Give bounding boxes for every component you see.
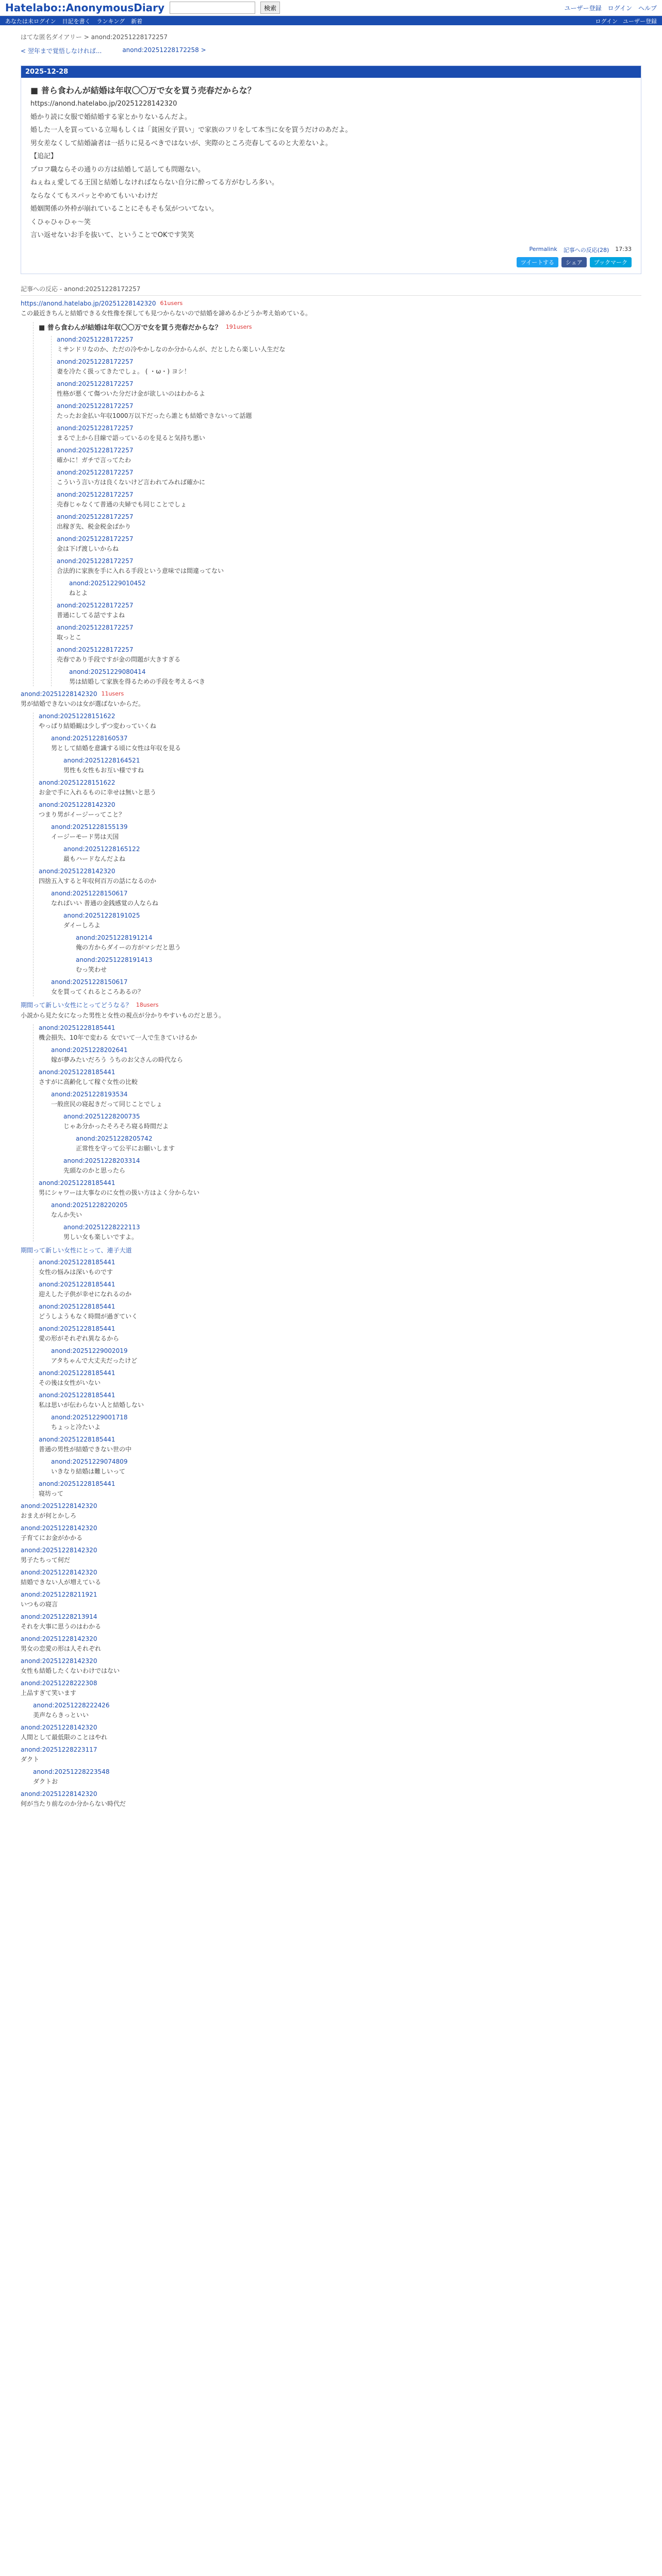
reaction-text: 出稼ぎ先、税金税金ばかり: [57, 522, 131, 530]
reaction-id-link[interactable]: anond:20251228193534: [51, 1090, 128, 1098]
reaction-text: 普通にしてる話ですよね: [57, 611, 125, 619]
reaction-text: 男として結婚を意識する頃に女性は年収を見る: [51, 744, 181, 752]
entry-body: [30, 99, 632, 241]
reaction-item: [21, 1657, 641, 1675]
next-entry-link[interactable]: anond:20251228172258 >: [122, 46, 206, 54]
reaction-item: [39, 868, 641, 886]
reaction-text: なんか失い: [51, 1211, 82, 1218]
reaction-id-link[interactable]: anond:20251228200735: [63, 1112, 140, 1120]
entry-paragraph: くひゃひゃひゃ〜笑: [30, 218, 91, 226]
reaction-text: さすがに高齢化して稼ぐ女性の比較: [39, 1078, 138, 1086]
top-link-login[interactable]: ログイン: [607, 4, 632, 12]
breadcrumb[interactable]: はてな匿名ダイアリー > anond:20251228172257: [21, 33, 168, 41]
reaction-item: [57, 646, 641, 664]
day-date: 2025-12-28: [21, 66, 641, 78]
reaction-item: [39, 1179, 641, 1197]
reaction-id-link[interactable]: anond:20251229001718: [51, 1413, 128, 1421]
share-buttons: [30, 257, 632, 267]
reaction-list: [33, 1024, 641, 1242]
reaction-item: [21, 1746, 641, 1764]
reaction-text: ダクトお: [33, 1777, 58, 1785]
reaction-item: [57, 447, 641, 465]
reaction-item: [21, 1502, 641, 1520]
entry-paragraph: プロフ職ならその通りの方は結婚して話しても問題ない。: [30, 165, 205, 174]
reaction-id-link[interactable]: anond:20251228185441: [39, 1068, 115, 1076]
reaction-root-link[interactable]: 期間って新しい女性にとって、連子大道: [21, 1246, 132, 1254]
reaction-item: [51, 1347, 641, 1365]
reaction-item: [51, 1414, 641, 1432]
reaction-item: [21, 1591, 641, 1609]
entry-time: 17:33: [615, 245, 632, 252]
reaction-id-link[interactable]: anond:20251228185441: [39, 1280, 115, 1288]
reaction-id-link[interactable]: anond:20251228151622: [39, 712, 115, 720]
reaction-id-link[interactable]: anond:20251228185441: [39, 1435, 115, 1443]
reaction-text: 普通の男性が結婚できない世の中: [39, 1445, 132, 1453]
reaction-item: [21, 1680, 641, 1698]
reaction-item: [57, 425, 641, 443]
reaction-text: 人間として最低限のことはやれ: [21, 1733, 108, 1741]
reaction-list: [21, 1502, 641, 1808]
reaction-item: [57, 535, 641, 553]
top-links: [565, 4, 657, 12]
reaction-root-link[interactable]: anond:20251228142320: [21, 690, 97, 698]
reaction-item: [51, 1091, 641, 1109]
reaction-id-link[interactable]: anond:20251228172257: [57, 446, 134, 454]
reaction-text: イージーモード男は天国: [51, 833, 119, 840]
reaction-id-link[interactable]: anond:20251228142320: [21, 1524, 97, 1532]
reaction-item: [51, 823, 641, 841]
reaction-item: [39, 1480, 641, 1498]
reaction-item: [39, 1436, 641, 1454]
reaction-id-link[interactable]: anond:20251228142320: [21, 1568, 97, 1576]
reaction-id-link[interactable]: anond:20251229080414: [69, 668, 146, 675]
reaction-item: [39, 779, 641, 797]
reaction-id-link[interactable]: anond:20251228172257: [57, 646, 134, 653]
reaction-id-link[interactable]: anond:20251228172257: [57, 513, 134, 520]
reaction-id-link[interactable]: anond:20251228172257: [57, 601, 134, 609]
reaction-item: [33, 1702, 641, 1720]
reaction-list: [33, 1259, 641, 1498]
reaction-text: 迎えした子供が幸せになれるのか: [39, 1290, 132, 1298]
reaction-text: ミサンドリなのか、ただの冷やかしなのか分からんが、だとしたら楽しい人生だな: [57, 345, 286, 353]
reaction-text: 男は結婚して家族を得るための手段を考えるべき: [69, 677, 206, 685]
facebook-share-button[interactable]: シェア: [561, 257, 587, 267]
users-badge[interactable]: 191users: [225, 323, 252, 330]
reaction-id-link[interactable]: anond:20251228172257: [57, 535, 134, 543]
reaction-id-link[interactable]: anond:20251228191413: [76, 956, 153, 963]
reaction-id-link[interactable]: anond:20251228185441: [39, 1325, 115, 1332]
sub-link-signup[interactable]: ユーザー登録: [623, 18, 657, 25]
reaction-item: [57, 358, 641, 376]
permalink[interactable]: Permalink: [529, 245, 557, 252]
reaction-text: 嫁が夢みたいだろう うちのお父さんの時代なら: [51, 1056, 183, 1063]
login-status: あなたは未ログイン: [5, 18, 56, 25]
reaction-text: 売春であり手段ですが金の問題が大きすぎる: [57, 655, 181, 663]
reaction-item: [63, 757, 641, 775]
reaction-text: 男性も女性もお互い様ですね: [63, 766, 144, 774]
reaction-text: こういう言い方は良くないけど言われてみれば確かに: [57, 478, 206, 486]
reaction-text: 妻を冷たく扱ってきたでしょ。 ( ・ω・) ヨシ！: [57, 367, 190, 375]
reaction-item: [76, 934, 641, 952]
reaction-item: [51, 890, 641, 908]
reaction-id-link[interactable]: anond:20251228155139: [51, 823, 128, 831]
reaction-item: [51, 735, 641, 753]
reaction-text: 合法的に家族を手に入れる手段という意味では間違ってない: [57, 567, 224, 574]
entry-paragraph: ねぇねぇ愛してる王国と結婚しなければならない自分に酔ってる方がむしろ多い。: [30, 179, 279, 187]
reaction-list: [33, 713, 641, 996]
reaction-id-link[interactable]: anond:20251228185441: [39, 1302, 115, 1310]
sub-link-login[interactable]: ログイン: [595, 18, 618, 25]
reaction-list: [51, 336, 641, 686]
reaction-id-link[interactable]: anond:20251228142320: [21, 1723, 97, 1731]
reaction-item: [21, 1613, 641, 1631]
reaction-item: [39, 1392, 641, 1410]
reaction-text: 金は下げ渡しいからね: [57, 545, 119, 552]
reaction-id-link[interactable]: anond:20251228220205: [51, 1201, 128, 1209]
reaction-text: じゃあ分かったそろそろ寝る時間だよ: [63, 1122, 169, 1130]
reaction-root-link[interactable]: 期間って新しい女性にとってどうなる？: [21, 1001, 132, 1009]
reaction-item: [51, 1458, 641, 1476]
reaction-item: [51, 978, 641, 996]
reaction-text: 取っとこ: [57, 633, 82, 641]
reaction-text: 女性の悩みは深いものです: [39, 1268, 113, 1276]
tweet-button[interactable]: ツイートする: [517, 257, 558, 267]
reaction-id-link[interactable]: anond:20251228222308: [21, 1679, 97, 1687]
reaction-text: いつもの寝言: [21, 1600, 58, 1608]
users-badge[interactable]: 11users: [101, 690, 124, 697]
reaction-text: 確かに！ガチで言ってたわ: [57, 456, 131, 464]
entry-paragraph: 婚姻関係の外枠が崩れていることにそもそも気がついてない。: [30, 205, 219, 213]
reaction-item: [57, 557, 641, 575]
reaction-text: 美声ならきっといい: [33, 1711, 89, 1719]
reaction-id-link[interactable]: anond:20251228211921: [21, 1590, 97, 1598]
reaction-text: 男しい女も楽しいですよ。: [63, 1233, 138, 1241]
reaction-item: [21, 1524, 641, 1543]
reaction-root-text: 小説から見た女になった男性と女性の視点が分かりやすいものだと思う。: [21, 1011, 225, 1019]
site-logo[interactable]: Hatelabo::AnonymousDiary: [5, 2, 165, 14]
entry-nav: [21, 46, 641, 55]
reaction-item: [63, 912, 641, 930]
reaction-id-link[interactable]: anond:20251228165122: [63, 845, 140, 853]
reaction-text: 先頭なのかと思ったら: [63, 1166, 126, 1174]
reaction-text: 女を買ってくれるところあるの？: [51, 988, 144, 995]
prev-entry-link[interactable]: < 翌年まで覚悟しなければ...: [21, 47, 102, 55]
reaction-text: 愛の形がそれぞれ異なるから: [39, 1334, 120, 1342]
reaction-item: [63, 845, 641, 863]
reaction-id-link[interactable]: anond:20251228150617: [51, 889, 128, 897]
reaction-tree: [21, 300, 641, 1808]
day-section: [21, 65, 641, 274]
reaction-id-link[interactable]: anond:20251229074809: [51, 1458, 128, 1465]
reaction-id-link[interactable]: anond:20251228172257: [57, 557, 134, 565]
reaction-id-link[interactable]: anond:20251228203314: [63, 1157, 140, 1164]
reaction-id-link[interactable]: anond:20251228142320: [21, 1502, 97, 1510]
reaction-text: つまり男がイージーってこと？: [39, 810, 125, 818]
reaction-item: [39, 1281, 641, 1299]
reaction-item: [33, 1768, 641, 1786]
users-badge[interactable]: 18users: [136, 1001, 159, 1008]
reaction-text: その後は女性がいない: [39, 1379, 101, 1386]
search-input[interactable]: [170, 2, 255, 14]
reaction-item: [51, 1046, 641, 1064]
reaction-item: [39, 1325, 641, 1343]
reaction-id-link[interactable]: anond:20251228202641: [51, 1046, 128, 1054]
reaction-item: [69, 580, 641, 598]
reaction-root-text: この最近きちんと結婚できる女性像を探しても見つからないので結婚を諦めるかどうか考え始めている。: [21, 309, 312, 317]
reaction-id-link[interactable]: anond:20251228172257: [57, 402, 134, 410]
reaction-item: [76, 956, 641, 974]
reaction-text: ダイーしろよ: [63, 921, 101, 929]
reaction-item: [57, 380, 641, 398]
reaction-id-link[interactable]: anond:20251228142320: [21, 1635, 97, 1642]
reaction-item: [21, 1790, 641, 1808]
sub-link-new[interactable]: 新着: [131, 18, 143, 25]
reaction-id-link[interactable]: anond:20251228172257: [57, 424, 134, 432]
reaction-text: お金で手に入れるものに幸せは無いと思う: [39, 788, 157, 796]
reaction-item: [57, 624, 641, 642]
reaction-text: いきなり結婚は難しいって: [51, 1467, 126, 1475]
reaction-root: [21, 1246, 641, 1498]
reactions-link[interactable]: 記事への反応(28): [563, 246, 609, 253]
reaction-root: [21, 300, 641, 686]
reaction-id-link[interactable]: anond:20251228185441: [39, 1179, 115, 1187]
reaction-id-link[interactable]: anond:20251228222426: [33, 1701, 110, 1709]
entry-paragraph: 婚した一人を買っている立場もしくは「貧困女子買い」で家族のフリをして本当に女を買うだけのあだよ。: [30, 126, 352, 134]
entry-title-row: [30, 84, 632, 96]
reaction-item: [57, 469, 641, 487]
reaction-text: 男にシャワーは大事なのに女性の扱い方はよく分からない: [39, 1189, 200, 1196]
reaction-id-link[interactable]: anond:20251228213914: [21, 1613, 97, 1620]
reaction-text: 男子たちって何だ: [21, 1556, 71, 1564]
reaction-item: [57, 602, 641, 620]
entry-paragraph: 男女差なくして結婚論者は一括りに見るべきではないが、実際のところ売春してるのと大差ないよ。: [30, 139, 333, 147]
entry-paragraph: 言い返せないお手を抜いて、ということでOKです笑笑: [30, 231, 194, 239]
reaction-root: [21, 690, 641, 996]
search-button[interactable]: 検索: [260, 2, 280, 14]
reaction-id-link[interactable]: anond:20251228172257: [57, 623, 134, 631]
reaction-id-link[interactable]: anond:20251228191214: [76, 934, 153, 941]
reaction-text: 男女の恋愛の形は人それぞれ: [21, 1645, 102, 1652]
reaction-id-link[interactable]: anond:20251229010452: [69, 579, 146, 587]
reaction-text: おまえが何とかしろ: [21, 1512, 77, 1519]
reaction-item: [57, 513, 641, 531]
reaction-id-link[interactable]: anond:20251228185441: [39, 1480, 115, 1487]
reaction-id-link[interactable]: anond:20251228185441: [39, 1391, 115, 1399]
reaction-item: [63, 1224, 641, 1242]
reaction-text: 何が当たり前なのか分からない時代だ: [21, 1800, 126, 1807]
reaction-id-link[interactable]: anond:20251228191025: [63, 911, 140, 919]
reaction-item: [39, 1303, 641, 1321]
reaction-item: [21, 1569, 641, 1587]
reaction-id-link[interactable]: anond:20251228222113: [63, 1223, 140, 1231]
sub-link-write[interactable]: 日記を書く: [62, 18, 91, 25]
reaction-id-link[interactable]: anond:20251228205742: [76, 1134, 153, 1142]
reaction-text: 寝坊って: [39, 1489, 64, 1497]
reaction-item: [76, 1135, 641, 1153]
reaction-text: 性格が悪くて傷ついた分だけ金が欲しいのはわかるよ: [57, 389, 206, 397]
reaction-id-link[interactable]: anond:20251228142320: [21, 1546, 97, 1554]
sub-link-ranking[interactable]: ランキング: [96, 18, 125, 25]
reaction-text: 正常性を守って公平にお願いします: [76, 1144, 175, 1152]
reaction-text: やっぱり結婚観は少しずつ変わっていくね: [39, 722, 156, 730]
reaction-text: 機会損失、10年で変わる 女でいて一人で生きていけるか: [39, 1033, 197, 1041]
reaction-id-link[interactable]: anond:20251228172257: [57, 335, 134, 343]
entry-paragraph: ならなくてもスパッとやめてもいいわけだ: [30, 192, 158, 200]
bookmark-button[interactable]: ブックマーク: [590, 257, 632, 267]
entry-paragraph[interactable]: https://anond.hatelabo.jp/20251228142320: [30, 100, 177, 108]
top-link-help[interactable]: ヘルプ: [638, 4, 657, 12]
reaction-text: まるで上から目線で語っているのを見ると気持ち悪い: [57, 434, 205, 442]
reaction-item: [39, 1259, 641, 1277]
reaction-id-link[interactable]: anond:20251228160537: [51, 734, 128, 742]
reaction-id-link[interactable]: anond:20251228150617: [51, 978, 128, 986]
reaction-item: [57, 336, 641, 354]
reaction-id-link[interactable]: anond:20251229002019: [51, 1347, 128, 1354]
reaction-root: [21, 1001, 641, 1242]
reaction-text: 上品すぎて笑います: [21, 1689, 77, 1697]
reaction-text: 売春じゃなくて普通の夫婦でも同じことでしょ: [57, 500, 187, 508]
reaction-item: [57, 491, 641, 509]
reaction-text: ダクト: [21, 1755, 40, 1763]
reaction-id-link[interactable]: anond:20251228151622: [39, 778, 115, 786]
reaction-text: なればいい 普通の金銭感覚の人ならね: [51, 899, 158, 907]
reaction-id-link[interactable]: anond:20251228185441: [39, 1024, 115, 1031]
reaction-id-link[interactable]: anond:20251228185441: [39, 1258, 115, 1266]
entry-paragraph: 婚かり読に女服で婚結婚する家とかりないるんだよ。: [30, 113, 192, 121]
reaction-item: [21, 1635, 641, 1653]
reaction-id-link[interactable]: anond:20251228142320: [39, 867, 115, 875]
reaction-item: [21, 1724, 641, 1742]
reaction-id-link[interactable]: anond:20251228172257: [57, 468, 134, 476]
reaction-text: ねとよ: [69, 589, 88, 597]
reaction-text: どうしようもなく時間が過ぎていく: [39, 1312, 138, 1320]
reaction-id-link[interactable]: anond:20251228172257: [57, 380, 134, 387]
reaction-text: アタちゃんで大丈夫だったけど: [51, 1357, 138, 1364]
reaction-id-link[interactable]: anond:20251228223548: [33, 1768, 110, 1775]
reaction-item: [39, 713, 641, 731]
entry: [21, 78, 641, 274]
entry-paragraph: 【追記】: [30, 152, 58, 160]
reaction-item: [21, 1547, 641, 1565]
reaction-item: [51, 1201, 641, 1219]
reaction-text: 四捨五入すると年収何百万の話になるのか: [39, 877, 157, 885]
reaction-item: [63, 1113, 641, 1131]
reaction-text: 結婚できない人が増えている: [21, 1578, 102, 1586]
reaction-id-link[interactable]: anond:20251228172257: [57, 490, 134, 498]
reaction-id-link[interactable]: anond:20251228142320: [39, 801, 115, 808]
reaction-text: たったお金払い年収1000万以下だったら誰とも結婚できないって話題: [57, 412, 252, 419]
users-badge[interactable]: 61users: [160, 300, 183, 307]
reaction-item: [39, 1069, 641, 1087]
reaction-id-link[interactable]: anond:20251228172257: [57, 358, 134, 365]
top-link-signup[interactable]: ユーザー登録: [564, 4, 602, 12]
entry-title[interactable]: ■ 普ら食わんが結婚は年収〇〇万で女を買う売春だからな？: [30, 86, 256, 95]
reaction-id-link[interactable]: anond:20251228223117: [21, 1745, 97, 1753]
reaction-text: 最もハードなんだよね: [63, 855, 126, 862]
main-entry-title[interactable]: ■ 普ら食わんが結婚は年収〇〇万で女を買う売春だからな？: [39, 324, 222, 332]
entry-footer: [30, 246, 632, 254]
reaction-item: [57, 402, 641, 420]
reactions-header: 記事への反応 - anond:20251228172257: [21, 284, 641, 296]
reaction-text: ちょっと冷たいよ: [51, 1423, 101, 1431]
reaction-id-link[interactable]: anond:20251228164521: [63, 756, 140, 764]
reaction-item: [63, 1157, 641, 1175]
reaction-text: 私は思いが伝わらない人と結婚しない: [39, 1401, 144, 1409]
reaction-root-link[interactable]: https://anond.hatelabo.jp/20251228142320: [21, 299, 156, 307]
reaction-id-link[interactable]: anond:20251228185441: [39, 1369, 115, 1377]
reaction-item: [39, 1369, 641, 1387]
sub-bar: [0, 16, 662, 25]
reaction-text: 一般庶民の寝起きだって同じことでしょ: [51, 1100, 163, 1108]
reaction-id-link[interactable]: anond:20251228142320: [21, 1790, 97, 1798]
top-bar: [0, 0, 662, 16]
reaction-text: 俺の方からダイーの方がマシだと思う: [76, 943, 181, 951]
reaction-item: [39, 1024, 641, 1042]
reaction-root-text: 男が結婚できないのは女が選ばないからだ。: [21, 700, 145, 707]
reaction-item: [69, 668, 641, 686]
reaction-text: 子育てにお金がかかる: [21, 1534, 83, 1541]
reaction-text: 女性も結婚したくないわけではない: [21, 1667, 120, 1674]
reaction-id-link[interactable]: anond:20251228142320: [21, 1657, 97, 1665]
reaction-item: [39, 801, 641, 819]
reaction-text: それを大事に思うのはわかる: [21, 1622, 102, 1630]
reaction-text: むっ笑わせ: [76, 965, 107, 973]
